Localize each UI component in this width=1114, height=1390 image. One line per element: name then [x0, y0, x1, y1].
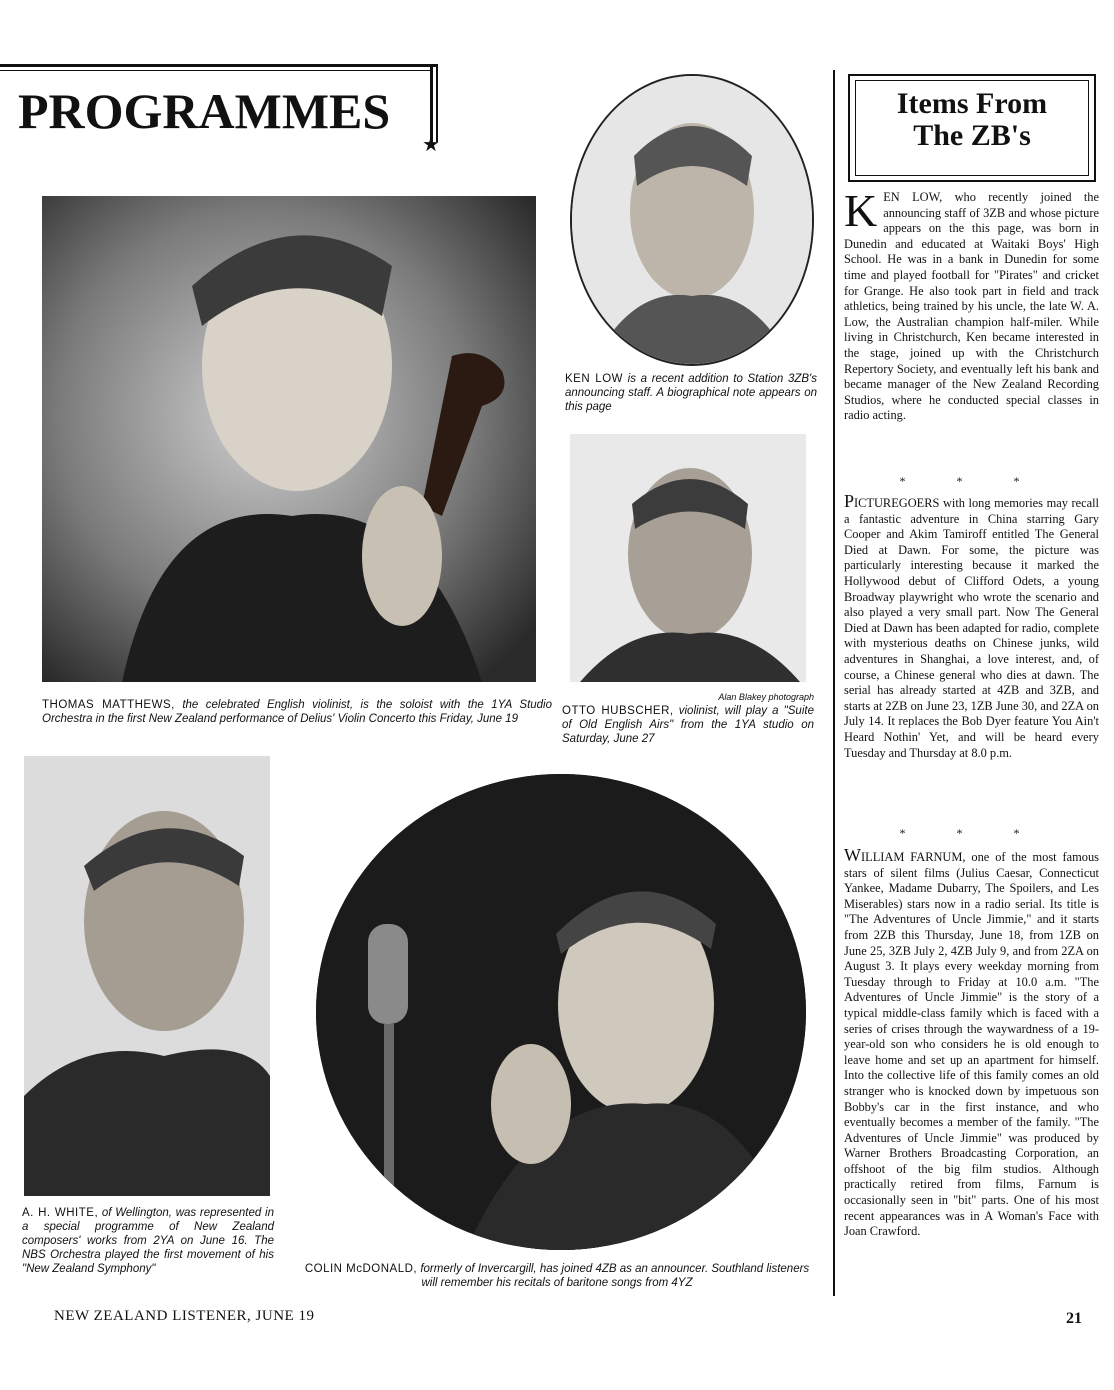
initial-cap: W [844, 845, 861, 865]
photo-thomas-matthews [42, 196, 536, 682]
header-rule [0, 64, 436, 67]
page-number: 21 [1066, 1310, 1082, 1327]
photo-ah-white [24, 756, 270, 1196]
photo-colin-mcdonald [316, 774, 806, 1250]
caption-colin-mcdonald: COLIN McDONALD, formerly of Invercargill, has joined 4ZB as an announcer. Southland listeners will remember his recitals of baritone songs from 4YZ [304, 1263, 810, 1289]
caption-otto-hubscher: OTTO HUBSCHER, violinist, will play a "Suite of Old English Airs" from the 1YA studio on Saturday, June 27 [562, 705, 814, 745]
header-rule-vertical-2 [436, 64, 438, 142]
header-rule-thin [0, 70, 430, 71]
photo-credit: Alan Blakey photograph [718, 692, 814, 702]
caption-ah-white: A. H. WHITE, of Wellington, was represented in a special programme of New Zealand composers' works from 2YA on June 16. The NBS Orchestra played the first movement of his "New Zealand Symphony" [22, 1207, 275, 1275]
sidebar-article-william-farnum: WILLIAM FARNUM, one of the most famous stars of silent films (Julius Caesar, Connecticut Yankee, Madame Dubarry, The Spoilers, and Les Miserables) stars now in a radio serial. Its title is "The Adventures of Uncle Jimmie," and it starts from 2ZB this Thursday, June 18, from 1ZB on June 25, 3ZB July 2, 4ZB July 9, and from 2ZA on August 3. It plays every weekday morning from Tuesday through to Friday at 10.0 a.m. "The Adventures of Uncle Jimmie" is the story of a typical middle-class family which is faced with a series of crises through the waywardness of a 19-year-old son who considers he is old enough to leave home and set up an apartment for himself. Into the collective life of this family comes an old stranger who is knocked down by impetuous son Bobby's car in the first instance, and who eventually becomes a member of the family. "The Adventures of Uncle Jimmie" was produced by Warner Brothers Broadcasting Corporation, an offshoot of the big film studios. Although practically retired from films, Farnum is occasionally seen in "bit" parts. One of his most recent appearances was in A Woman's Face with Joan Crawford. [844, 845, 1099, 1239]
section-divider-2: * * * [899, 826, 1044, 840]
sidebar-title-line1: Items From [896, 87, 1048, 120]
page-title: PROGRAMMES [18, 83, 391, 139]
sidebar-title-line2: The ZB's [913, 119, 1031, 152]
header-rule-vertical [430, 64, 433, 142]
initial-cap: P [844, 491, 855, 511]
sidebar-title [856, 88, 1088, 152]
star-icon: ★ [422, 132, 440, 156]
footer-publication: NEW ZEALAND LISTENER, JUNE 19 [54, 1308, 315, 1324]
sidebar-article-ken-low: KEN LOW, who recently joined the announcing staff of 3ZB and whose picture appears on the this page, was born in Dunedin and educated at Waitaki Boys' High School. He was in a bank in Dunedin for some time and played football for "Pirates" and cricket for Grange. He also took part in field and track athletics, being trained by his uncle, the late W. A. Low, the Australian champion half-miler. While living in Christchurch, Ken became interested in the stage, joined up with the Christchurch Repertory Society, and eventually left his bank and became manager of the New Zealand Recording Studios, where he conducted special classes in radio acting. [844, 185, 1099, 423]
photo-ken-low [570, 74, 814, 366]
drop-cap: K [844, 185, 878, 236]
photo-otto-hubscher [570, 434, 806, 682]
column-divider [833, 70, 835, 1296]
caption-ken-low: KEN LOW is a recent addition to Station 3ZB's announcing staff. A biographical note appears on this page [565, 373, 817, 413]
sidebar-article-general-died: PICTUREGOERS with long memories may recall a fantastic adventure in China starring Gary Cooper and Akim Tamiroff entitled The General Died at Dawn. For some, the picture was particularly interesting because it marked the Hollywood debut of Clifford Odets, a young Broadway playwright who wrote the scenario and also played a very small part. Now The General Died at Dawn has been adapted for radio, complete with mysterious deaths on Chinese junks, wild adventures in Shanghai, a love interest, and, of course, a Chinese general who dies at dawn. The serial has already started at 4ZB and 3ZB, and starts at 2ZB on June 23, 1ZB June 30, and 2ZA on July 14. It replaces the Bob Dyer feature You Ain't Heard Nothin' Yet, and will be heard every Tuesday and Thursday at 8.0 p.m. [844, 491, 1099, 760]
caption-thomas-matthews: THOMAS MATTHEWS, the celebrated English violinist, is the soloist with the 1YA Studio Orchestra in the first New Zealand performance of Delius' Violin Concerto this Friday, June 19 [42, 699, 553, 725]
section-divider-1: * * * [899, 474, 1044, 488]
